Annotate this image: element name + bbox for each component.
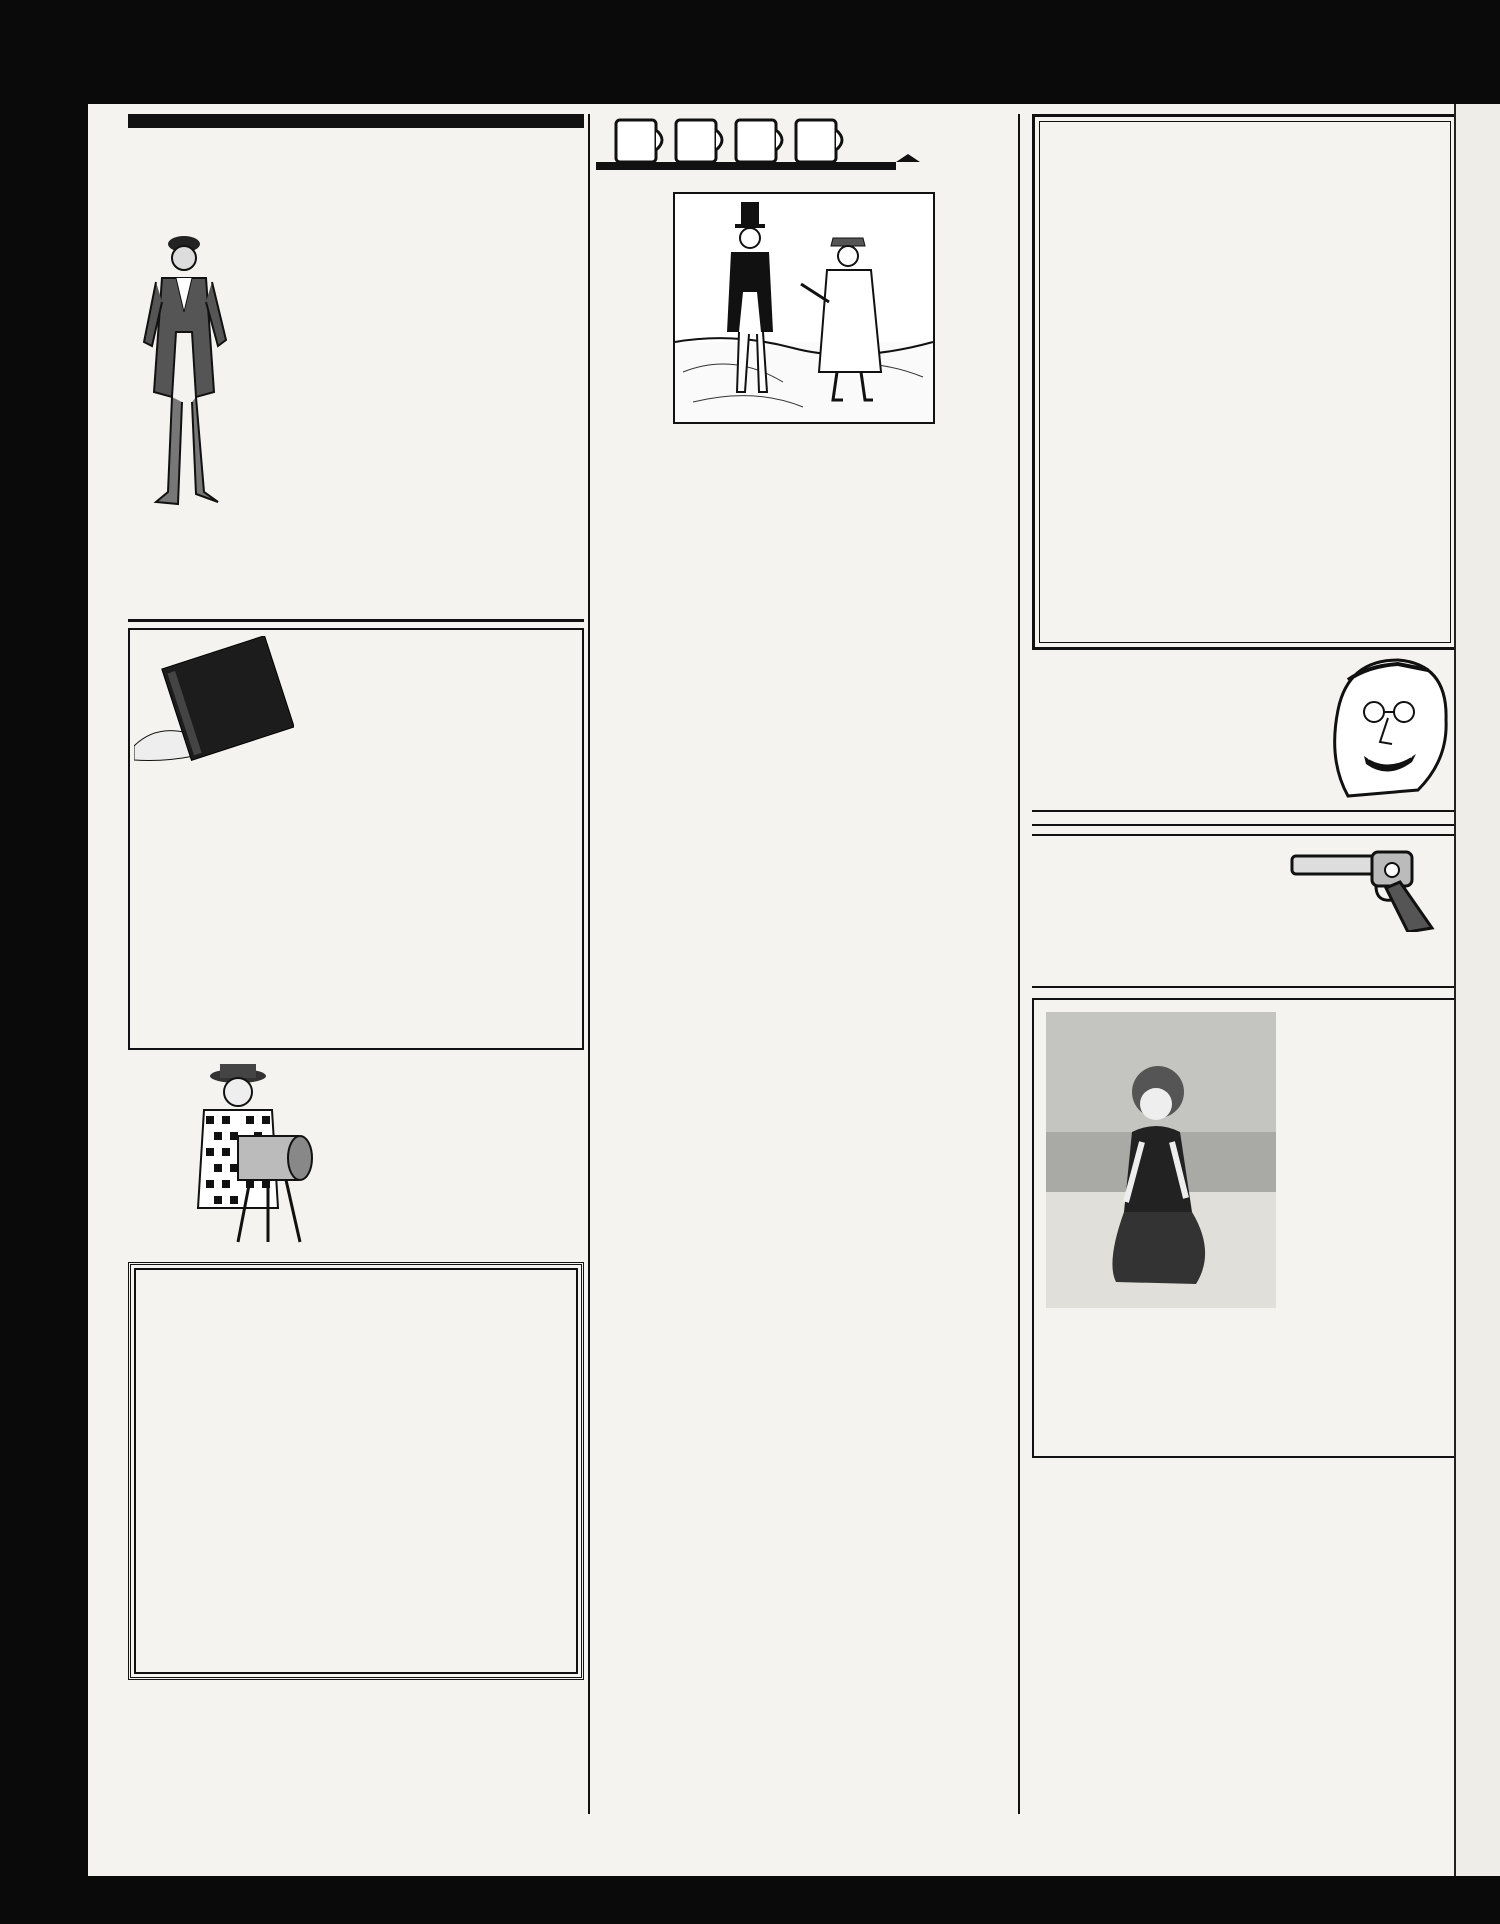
bathing-girl-picture (1046, 1012, 1276, 1308)
right-column (1032, 114, 1458, 1458)
man-in-suit-illustration (134, 222, 234, 522)
suit-ad-header (128, 114, 584, 128)
camera-operator-illustration (168, 1058, 316, 1244)
jokes-section (596, 438, 1012, 543)
joke-tokens (596, 438, 1012, 472)
marriage-ad (128, 628, 584, 1050)
copy-sketch-ad (1032, 650, 1458, 812)
salesmen-ad (1032, 826, 1458, 836)
column-divider (588, 114, 590, 1814)
magazine-page (88, 104, 1468, 1876)
column-divider (1018, 114, 1020, 1814)
book-illustration (134, 636, 294, 768)
chicken-sandwitch-ad (1032, 998, 1458, 1458)
opportunity-ad (128, 1058, 584, 1248)
hotel-dresden-ad (128, 1262, 584, 1680)
joke-origin (596, 509, 1012, 543)
best-girl-ad (1032, 812, 1458, 826)
caricature-illustration (1308, 650, 1458, 800)
hotel-imperial-ad (1032, 114, 1458, 650)
liquid-pistol-ad (1032, 836, 1458, 988)
joke-educated (596, 482, 1012, 499)
pistol-illustration (1282, 842, 1452, 932)
left-column (128, 114, 584, 1680)
beer-mugs-banner (596, 114, 1012, 176)
college-wits-column (596, 114, 1012, 553)
cartoon-illustration (673, 192, 935, 424)
suit-ad (128, 114, 584, 622)
next-page-fragment (1454, 104, 1500, 1876)
suit-ad-bottom (128, 538, 584, 540)
